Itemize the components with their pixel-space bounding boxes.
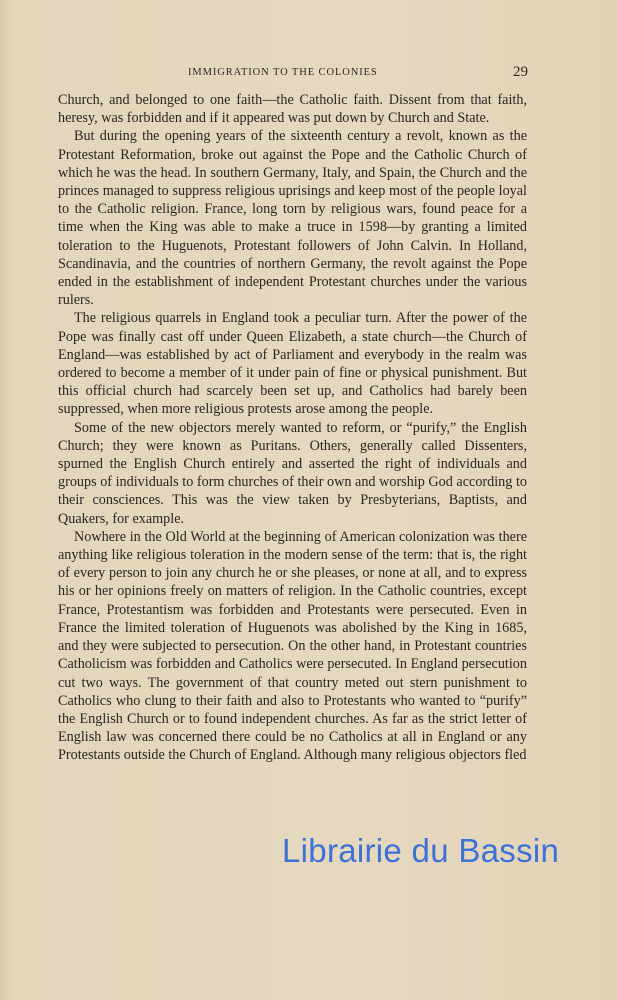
body-text <box>58 91 527 765</box>
watermark: Librairie du Bassin <box>282 832 560 869</box>
paragraph-4: Some of the new objectors merely wanted to reform, or “purify,” the English Church; they were known as Puritans. Others, generally called Dissenters, spurned the English Church entirely and asserted the right of individuals and groups of individuals to form churches of their own and worship God according to their consciences. This was the view taken by Presbyterians, Baptists, and Quakers, for example. <box>58 419 527 527</box>
page-number: 29 <box>513 64 528 80</box>
paragraph-3: The religious quarrels in England took a peculiar turn. After the power of the Pope was finally cast off under Queen Elizabeth, a state church—the Church of England—was established by act of Parliament and everybody in the realm was ordered to become a member of it under pain of fine or physical punishment. But this official church had scarcely been set up, and Catholics had barely been suppressed, when more religious protests arose among the people. <box>58 310 527 418</box>
running-head-title: IMMIGRATION TO THE COLONIES <box>188 67 378 78</box>
paragraph-2: But during the opening years of the sixteenth century a revolt, known as the Protestant Reformation, broke out against the Pope and the Catholic Church of which he was the head. In southern Germany, Italy, and Spain, the Church and the princes managed to suppress religious uprisings and keep most of the people loyal to the Catholic religion. France, long torn by religious wars, found peace for a time when the King was able to make a truce in 1598—by granting a limited toleration to the Huguenots, Protestant followers of John Calvin. In Holland, Scandinavia, and the countries of northern Germany, the revolt against the Pope ended in the establishment of independent Protestant churches under the various rulers. <box>58 128 527 309</box>
paragraph-1: Church, and belonged to one faith—the Catholic faith. Dissent from that faith, heresy, was forbidden and if it appeared was put down by Church and State. <box>58 92 527 127</box>
paragraph-5: Nowhere in the Old World at the beginning of American colonization was there anything like religious toleration in the modern sense of the term: that is, the right of every person to join any church he or she pleases, or none at all, and to express his or her opinions freely on matters of religion. In the Catholic countries, except France, Protestantism was forbidden and Protestants were persecuted. Even in France the limited toleration of Huguenots was abolished by the King in 1685, and they were subjected to persecution. On the other hand, in Protestant countries Catholicism was forbidden and Catholics were persecuted. In England persecution cut two ways. The government of that country meted out stern punishment to Catholics who clung to their faith and also to Protestants who wanted to “purify” the English Church or to found independent churches. As far as the strict letter of English law was concerned there could be no Catholics at all in England or any Protestants outside the Church of England. Although many religious objectors fled <box>58 528 527 764</box>
running-head <box>58 66 528 82</box>
